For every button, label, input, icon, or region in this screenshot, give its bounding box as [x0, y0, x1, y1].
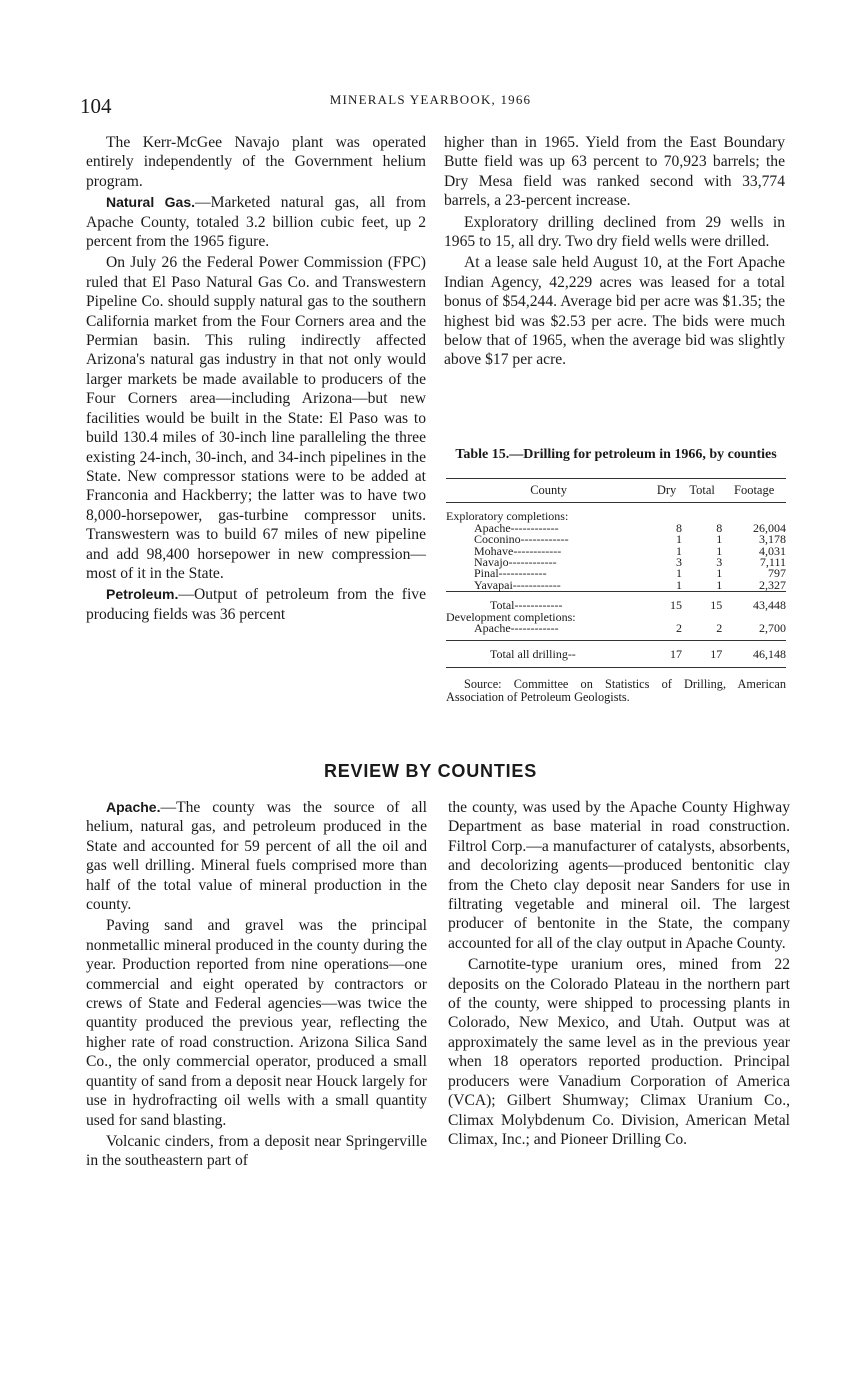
drilling-table-block	[446, 446, 786, 704]
paragraph-text: —Output of petroleum from the five producing fields was 36 percent	[86, 586, 426, 623]
section-heading: REVIEW BY COUNTIES	[323, 761, 538, 781]
dry-cell: 17	[651, 641, 682, 667]
page-header	[0, 92, 851, 120]
footage-cell: 2,327	[759, 577, 786, 592]
run-in-heading: Apache.	[106, 799, 161, 815]
dry-cell: 1	[675, 577, 682, 592]
county-cell: Pinal -----	[446, 568, 651, 579]
paragraph: Carnotite-type uranium ores, mined from 22 deposits on the Colorado Plateau in the northern part of the county, were shipped to processing plants in Colorado, New Mexico, and Utah. Output was at approximately the same level as in the previous year when 18 operators reported production. Principal producers were Vanadium Corporation of America (VCA); Gilbert Shumway; Climax Uranium Co., Climax Molybdenum Co. Division, American Metal Climax, Inc.; and Pioneer Drilling Co.	[448, 956, 790, 1148]
county-cell: Apache -----	[446, 623, 651, 641]
running-title: MINERALS YEARBOOK, 1966	[329, 92, 532, 107]
col-header-dry: Dry	[651, 479, 682, 503]
paragraph: Paving sand and gravel was the principal nonmetallic mineral produced in the county during the year. Production reported from nine operations—one commercial and eight operated by contractors or crews of State and Federal agencies—was twice the quantity produced the previous year, reflecting the higher rate of road construction. Arizona Silica Sand Co., the only commercial operator, produced a small quantity of sand from a deposit near Houck largely for use in hydrofracting oil wells with a small quantity used for sand blasting.	[86, 917, 427, 1129]
table-section-label	[446, 503, 786, 523]
dry-cell: 8	[675, 520, 682, 535]
paragraph	[86, 798, 427, 914]
total-cell: 3	[716, 555, 723, 570]
col-header-footage: Footage	[722, 479, 786, 503]
total-cell: 1	[716, 566, 723, 581]
footage-cell: 4,031	[759, 543, 786, 558]
col-header-total: Total	[682, 479, 722, 503]
dry-cell: 1	[675, 543, 682, 558]
dry-cell: 1	[675, 566, 682, 581]
page-number: 104	[80, 94, 112, 118]
total-cell: 15	[682, 592, 722, 612]
exploratory-label: Exploratory completions:	[446, 509, 569, 524]
table-row	[446, 580, 786, 592]
paragraph: The Kerr-McGee Navajo plant was operated entirely independently of the Government helium program.	[86, 134, 426, 190]
paragraph: Volcanic cinders, from a deposit near Springerville in the southeastern part of	[86, 1132, 427, 1170]
column-4	[448, 798, 790, 1151]
run-in-heading: Natural Gas.	[106, 194, 196, 211]
table-grand-total-row	[446, 641, 786, 667]
paragraph	[86, 193, 426, 251]
total-cell: 1	[716, 577, 723, 592]
footage-cell: 3,178	[759, 532, 786, 547]
paragraph-text: —Marketed natural gas, all from Apache County, totaled 3.2 billion cubic feet, up 2 percent from the 1965 figure.	[86, 194, 426, 251]
total-cell: 17	[682, 641, 722, 667]
development-label: Development completions:	[446, 609, 576, 624]
column-1	[86, 133, 426, 626]
footage-cell: 2,700	[722, 623, 786, 641]
table-total-row	[446, 592, 786, 612]
county-cell: Apache -----	[446, 523, 651, 534]
county-cell: Yavapai -----	[446, 580, 651, 592]
column-2	[444, 133, 785, 372]
total-cell: 1	[716, 543, 723, 558]
total-cell: 2	[682, 623, 722, 641]
table-header-row	[446, 479, 786, 503]
county-cell: Total all drilling--	[446, 641, 651, 667]
dry-cell: 2	[651, 623, 682, 641]
paragraph: On July 26 the Federal Power Commission (FPC) ruled that El Paso Natural Gas Co. and Transwestern Pipeline Co. should supply natural gas to the southern California market from the Four Corners area and the Permian basin. This ruling indirectly affected Arizona's natural gas industry in that not only would larger markets be made available to producers of the Four Corners area—including Arizona—but new facilities would be built in the State: El Paso was to build 130.4 miles of 30-inch line paralleling the three existing 24-inch, 30-inch, and 34-inch pipelines in the State. New compressor stations were to be added at Franconia and Hackberry; the latter was to have two 8,000-horsepower, gas-turbine compressor units. Transwestern was to build 67 miles of new pipeline and add 98,400 horsepower in new compression—most of it in the State.	[86, 254, 426, 582]
paragraph-text: —The county was the source of all helium, natural gas, and petroleum produced in the State and accounted for 59 percent of all the oil and gas well drilling. Mineral fuels comprised more than half of the total value of mineral production in the county.	[86, 799, 427, 914]
table-title: Table 15.—Drilling for petroleum in 1966, by counties	[455, 447, 777, 462]
county-cell: Coconino -----	[446, 534, 651, 545]
footage-cell: 26,004	[753, 520, 786, 535]
paragraph: At a lease sale held August 10, at the Fort Apache Indian Agency, 42,229 acres was leased for a total bonus of $54,244. Average bid per acre was $1.35; the highest bid was $2.53 per acre. The bids were much below that of 1965, when the average bid was slightly above $17 per acre.	[444, 254, 785, 369]
county-cell: Mohave -----	[446, 546, 651, 557]
drilling-table	[446, 478, 786, 668]
total-cell: 8	[716, 520, 723, 535]
paragraph: the county, was used by the Apache County Highway Department as base material in road construction. Filtrol Corp.—a manufacturer of catalysts, absorbents, and decolorizing agents—produced bentonitic clay from the Cheto clay deposit near Sanders for use in filtrating vegetable and mineral oil. The largest producer of bentonite in the State, the company accounted for all of the clay output in Apache County.	[448, 799, 790, 952]
footage-cell: 43,448	[722, 592, 786, 612]
table-row	[446, 623, 786, 641]
paragraph: Exploratory drilling declined from 29 wells in 1965 to 15, all dry. Two dry field wells were drilled.	[444, 213, 785, 251]
dry-cell: 15	[651, 592, 682, 612]
dry-cell: 1	[675, 532, 682, 547]
table-source-note: Source: Committee on Statistics of Drilling, American Association of Petroleum Geologists.	[446, 676, 786, 704]
column-3	[86, 798, 427, 1173]
total-cell: 1	[716, 532, 723, 547]
county-cell: Total -----	[446, 592, 651, 612]
col-header-county: County	[446, 479, 651, 503]
footage-cell: 7,111	[759, 555, 786, 570]
paragraph: higher than in 1965. Yield from the East Boundary Butte field was up 63 percent to 70,923 barrels; the Dry Mesa field was ranked second with 33,774 barrels, a 23-percent increase.	[444, 134, 785, 210]
dry-cell: 3	[675, 555, 682, 570]
footage-cell: 46,148	[722, 641, 786, 667]
county-cell: Navajo -----	[446, 557, 651, 568]
run-in-heading: Petroleum.	[106, 586, 179, 603]
paragraph	[86, 585, 426, 624]
footage-cell: 797	[768, 566, 786, 581]
